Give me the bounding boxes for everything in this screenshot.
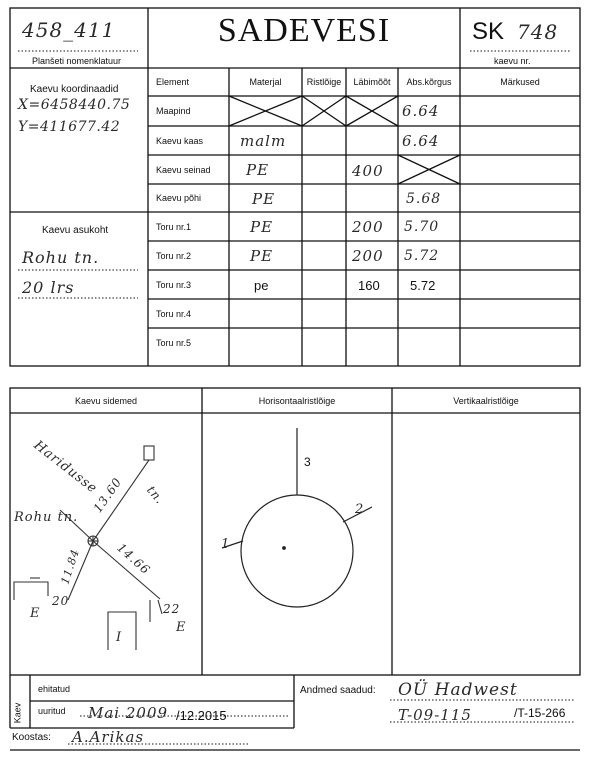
section-horizontal-title: Horisontaalristlõige: [258, 395, 336, 406]
row-height: 5.70: [404, 219, 440, 235]
pipe-label: 2: [355, 502, 365, 517]
row-diameter: 200: [352, 218, 384, 236]
section-vertical-title: Vertikaalristlõige: [453, 395, 519, 406]
job-value-2: /T-15-266: [514, 706, 566, 720]
row-element: Kaevu seinad: [156, 164, 211, 175]
pipe-label: 3: [304, 455, 311, 469]
row-element: Toru nr.4: [156, 308, 192, 319]
row-diameter: 160: [358, 277, 380, 293]
sketch-street-tn: tn.: [144, 483, 168, 507]
sketch-distance: 11.84: [58, 547, 83, 586]
row-material: malm: [240, 132, 287, 150]
row-element: Toru nr.2: [156, 250, 192, 261]
horizontal-section-drawing: [222, 428, 372, 607]
row-element: Maapind: [156, 106, 191, 116]
coordinates-label: Kaevu koordinaadid: [30, 84, 119, 95]
col-header-diameter: Läbimõõt: [353, 77, 391, 87]
kaev-label: Kaev: [12, 702, 23, 724]
data-from-label: Andmed saadud:: [300, 685, 376, 696]
row-height: 6.64: [402, 132, 440, 150]
col-header-element: Element: [156, 77, 190, 87]
section-connections-title: Kaevu sidemed: [74, 395, 138, 406]
built-label: ehitatud: [38, 684, 71, 694]
coordinate-x: X=6458440.75: [18, 97, 131, 113]
page-title: SADEVESI: [217, 12, 391, 49]
sketch-street-rohu: Rohu tn.: [14, 510, 79, 525]
row-element: Kaevu põhi: [156, 193, 202, 203]
job-value: T-09-115: [398, 706, 472, 724]
row-diameter: 200: [352, 247, 384, 265]
sketch-distance: 13.60: [90, 474, 125, 516]
col-header-material: Materjal: [249, 77, 282, 87]
col-header-notes: Märkused: [500, 77, 540, 87]
sketch-number: 22: [163, 602, 181, 616]
pipe-label: 1: [221, 537, 231, 552]
nomenclature-value: 458_411: [22, 18, 116, 42]
col-header-cross-section: Ristlõige: [306, 77, 342, 87]
row-element: Toru nr.1: [156, 221, 192, 232]
surveyed-label: uuritud: [38, 706, 66, 716]
row-height: 5.72: [404, 248, 440, 264]
nomenclature-label: Planšeti nomenklatuur: [32, 56, 122, 66]
coordinate-y: Y=411677.42: [18, 119, 121, 135]
sketch-number: 20: [52, 594, 70, 608]
surveyed-value-2: /12.2015: [176, 708, 227, 723]
row-material: PE: [252, 190, 276, 208]
sketch-house-label: E: [176, 620, 187, 635]
well-prefix: SK: [472, 18, 505, 45]
row-element: Kaevu kaas: [156, 135, 204, 146]
row-material: PE: [250, 218, 274, 236]
row-height: 6.64: [402, 102, 440, 120]
well-number: 748: [517, 20, 559, 44]
location-line1: Rohu tn.: [22, 248, 100, 267]
row-element: Toru nr.5: [156, 338, 192, 348]
row-diameter: 400: [352, 162, 384, 180]
sketch-house-label: I: [116, 630, 123, 645]
row-material: pe: [254, 277, 269, 293]
location-line2: 20 lrs: [22, 278, 75, 297]
row-material: PE: [250, 247, 274, 265]
sketch-distance: 14.66: [114, 540, 153, 578]
row-element: Toru nr.3: [156, 279, 192, 290]
sketch-house-label: E: [30, 606, 41, 621]
well-label: kaevu nr.: [494, 56, 531, 66]
col-header-height: Abs.kõrgus: [406, 77, 452, 87]
data-from-value: OÜ Hadwest: [398, 680, 518, 700]
sketch-street-haridusse: Haridusse: [30, 438, 101, 497]
author-label: Koostas:: [12, 732, 51, 743]
location-label: Kaevu asukoht: [42, 225, 109, 236]
row-height: 5.72: [410, 277, 436, 293]
author-value: A.Arikas: [72, 728, 145, 746]
surveyed-value: Mai 2009: [88, 704, 169, 722]
row-height: 5.68: [406, 191, 442, 207]
row-material: PE: [246, 161, 270, 179]
